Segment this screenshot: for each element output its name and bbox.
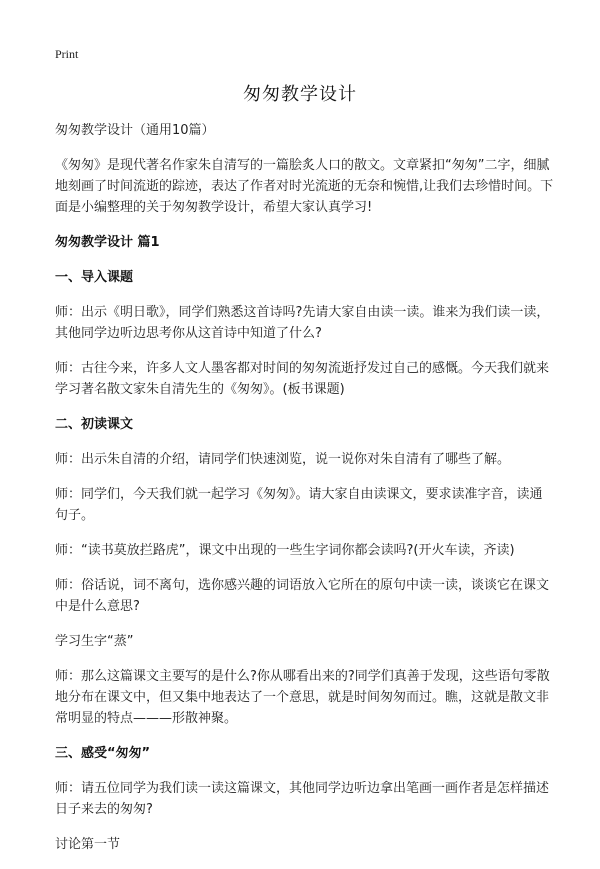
paragraph: 师：请五位同学为我们读一读这篇课文，其他同学边听边拿出笔画一画作者是怎样描述日子来去的匆匆? [55, 781, 550, 817]
paragraph: 师：俗话说，词不离句，选你感兴趣的词语放入它所在的原句中读一读，谈谈它在课文中是什么意思? [55, 578, 550, 614]
paragraph: 师：出示《明日歌》，同学们熟悉这首诗吗?先请大家自由读一读。谁来为我们读一读，其他同学边听边思考你从这首诗中知道了什么? [55, 305, 550, 341]
section-heading-part1: 匆匆教学设计 篇1 [55, 235, 160, 250]
document-body [55, 120, 555, 869]
section-heading-intro: 一、导入课题 [55, 270, 134, 285]
section-heading-first-reading: 二、初读课文 [55, 417, 134, 432]
paragraph: 师：同学们，今天我们就一起学习《匆匆》。请大家自由读课文，要求读准字音，读通句子。 [55, 487, 543, 523]
paragraph: 讨论第一节 [55, 837, 121, 852]
paragraph: 师：出示朱自清的介绍，请同学们快速浏览，说一说你对朱自清有了哪些了解。 [55, 452, 511, 467]
paragraph: 学习生字“蒸” [55, 634, 134, 649]
paragraph: 师：“读书莫放拦路虎”，课文中出现的一些生字词你都会读吗?(开火车读，齐读) [55, 543, 515, 558]
page-title: 匆匆教学设计 [243, 84, 357, 105]
paragraph: 师：古往今来，许多人文人墨客都对时间的匆匆流逝抒发过自己的感慨。今天我们就来学习著名散文家朱自清先生的《匆匆》。(板书课题) [55, 361, 550, 397]
intro-paragraph: 《匆匆》是现代著名作家朱自清写的一篇脍炙人口的散文。文章紧扣“匆匆”二字，细腻地刻画了时间流逝的踪迹，表达了作者对时光流逝的无奈和惋惜,让我们去珍惜时间。下面是小编整理的关于匆匆教学设计，希望大家认真学习! [55, 158, 554, 215]
print-link[interactable]: Print [55, 47, 79, 61]
paragraph: 师：那么这篇课文主要写的是什么?你从哪看出来的?同学们真善于发现，这些语句零散地分布在课文中，但又集中地表达了一个意思，就是时间匆匆而过。瞧，这就是散文非常明显的特点———形散神聚。 [55, 669, 550, 726]
section-heading-feel: 三、感受“匆匆” [55, 746, 151, 761]
subtitle: 匆匆教学设计（通用10篇） [55, 123, 215, 138]
